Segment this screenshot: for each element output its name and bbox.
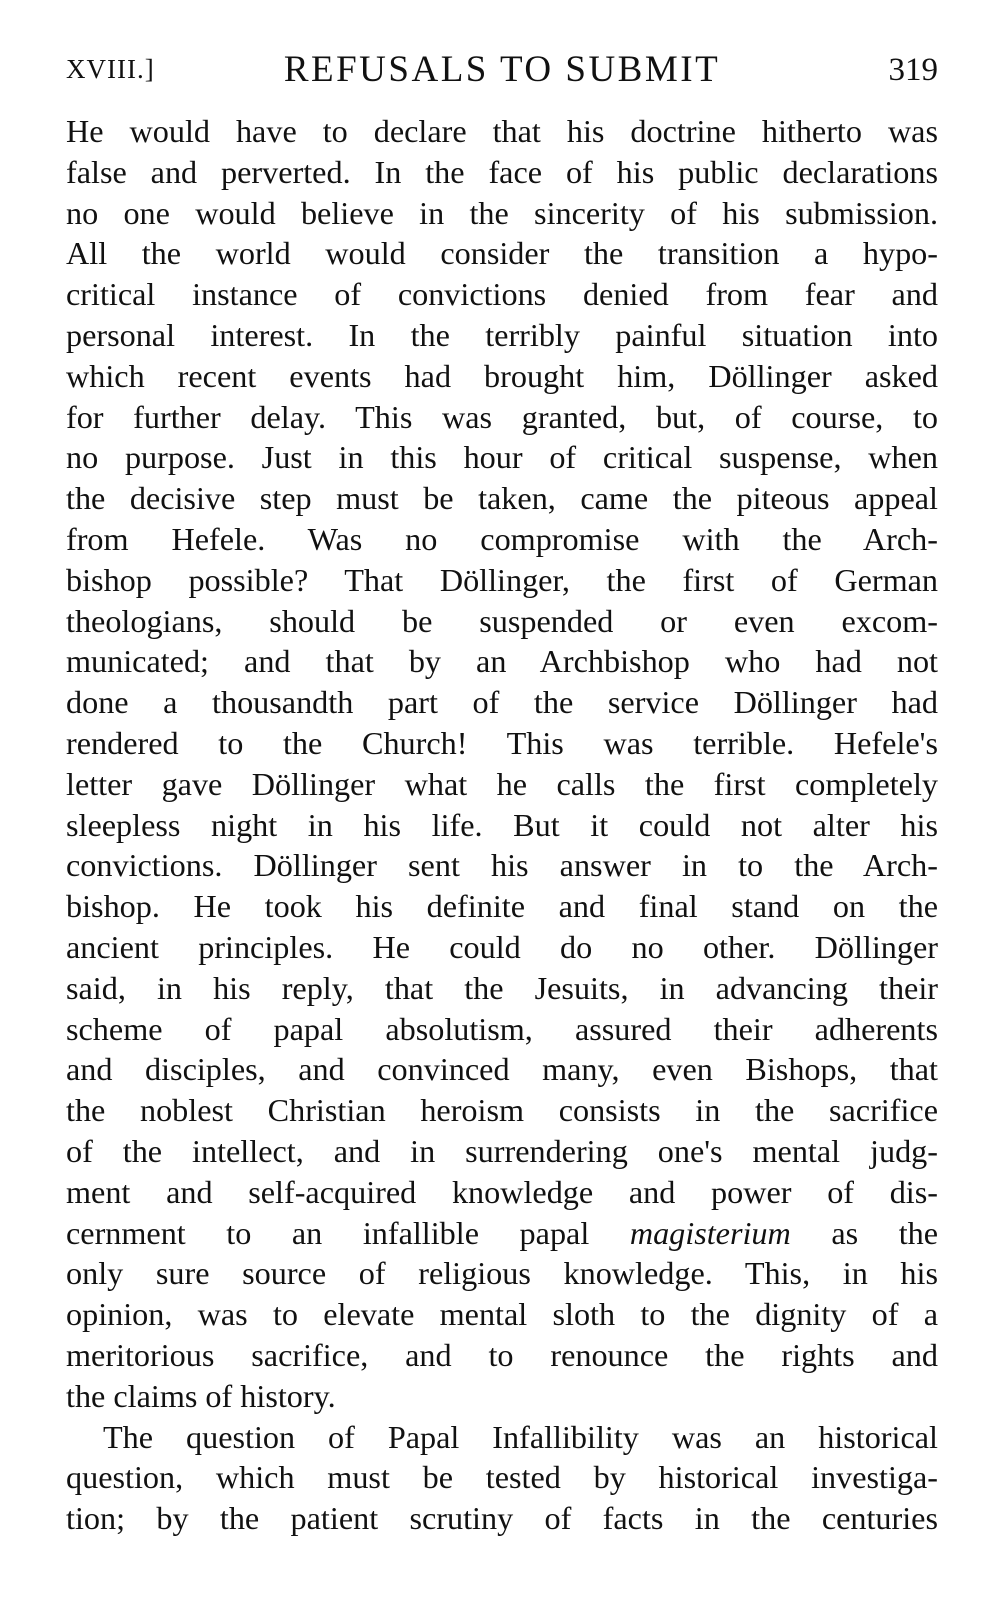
book-page — [66, 48, 938, 1539]
paragraph-1 — [66, 111, 938, 1417]
text-line: from Hefele. Was no compromise with the Arch- — [66, 520, 938, 557]
text-segment: cernment to an infallible papal — [66, 1214, 590, 1251]
text-line: and disciples, and convinced many, even Bishops, that — [66, 1051, 938, 1088]
text-line: tion; by the patient scrutiny of facts in the centuries — [66, 1500, 938, 1537]
text-line: the decisive step must be taken, came the piteous appeal — [66, 480, 938, 517]
text-line: The question of Papal Infallibility was an historical — [103, 1418, 938, 1455]
chapter-title: REFUSALS TO SUBMIT — [283, 49, 721, 90]
text-line: of the intellect, and in surrendering one's mental judg- — [66, 1132, 938, 1169]
text-line: critical instance of convictions denied from fear and — [66, 276, 938, 313]
text-line: the noblest Christian heroism consists in the sacrifice — [66, 1092, 938, 1129]
text-line: opinion, was to elevate mental sloth to the dignity of a — [66, 1296, 938, 1333]
text-line: meritorious sacrifice, and to renounce the rights and — [66, 1336, 938, 1373]
text-line: no purpose. Just in this hour of critical suspense, when — [66, 439, 938, 476]
text-line: false and perverted. In the face of his public declarations — [66, 153, 938, 190]
text-line: which recent events had brought him, Döllinger asked — [66, 357, 938, 394]
text-line: for further delay. This was granted, but, of course, to — [66, 398, 938, 435]
text-line: bishop possible? That Döllinger, the first of German — [66, 561, 938, 598]
text-line: ment and self-acquired knowledge and power of dis- — [66, 1173, 938, 1210]
text-line: personal interest. In the terribly painful situation into — [66, 316, 938, 353]
text-line: no one would believe in the sincerity of his submission. — [66, 194, 938, 231]
text-line: scheme of papal absolutism, assured their adherents — [66, 1010, 938, 1047]
text-line: rendered to the Church! This was terrible. Hefele's — [66, 724, 938, 761]
chapter-number: XVIII.] — [66, 54, 155, 84]
text-line-with-italic — [66, 1213, 938, 1254]
text-line: ancient principles. He could do no other. Döllinger — [66, 928, 938, 965]
text-line: said, in his reply, that the Jesuits, in advancing their — [66, 969, 938, 1006]
text-segment: as the — [831, 1214, 939, 1251]
text-line: He would have to declare that his doctrine hitherto was — [66, 113, 938, 149]
body-text — [66, 111, 938, 1539]
text-line: letter gave Döllinger what he calls the first completely — [66, 765, 938, 802]
paragraph-2 — [66, 1417, 938, 1539]
text-line: All the world would consider the transition a hypo- — [66, 235, 938, 272]
text-line: convictions. Döllinger sent his answer in to the Arch- — [66, 847, 938, 884]
text-line: the claims of history. — [66, 1377, 336, 1414]
page-number: 319 — [888, 52, 938, 88]
text-line: bishop. He took his definite and final stand on the — [66, 888, 938, 925]
text-line: sleepless night in his life. But it could not alter his — [66, 806, 938, 843]
text-line: municated; and that by an Archbishop who had not — [66, 643, 938, 680]
running-head — [66, 48, 938, 104]
text-line: only sure source of religious knowledge. This, in his — [66, 1255, 938, 1292]
text-line: question, which must be tested by historical investiga- — [66, 1459, 938, 1496]
italic-word: magisterium — [629, 1214, 791, 1251]
text-line: done a thousandth part of the service Döllinger had — [66, 684, 938, 721]
text-line: theologians, should be suspended or even excom- — [66, 602, 938, 639]
